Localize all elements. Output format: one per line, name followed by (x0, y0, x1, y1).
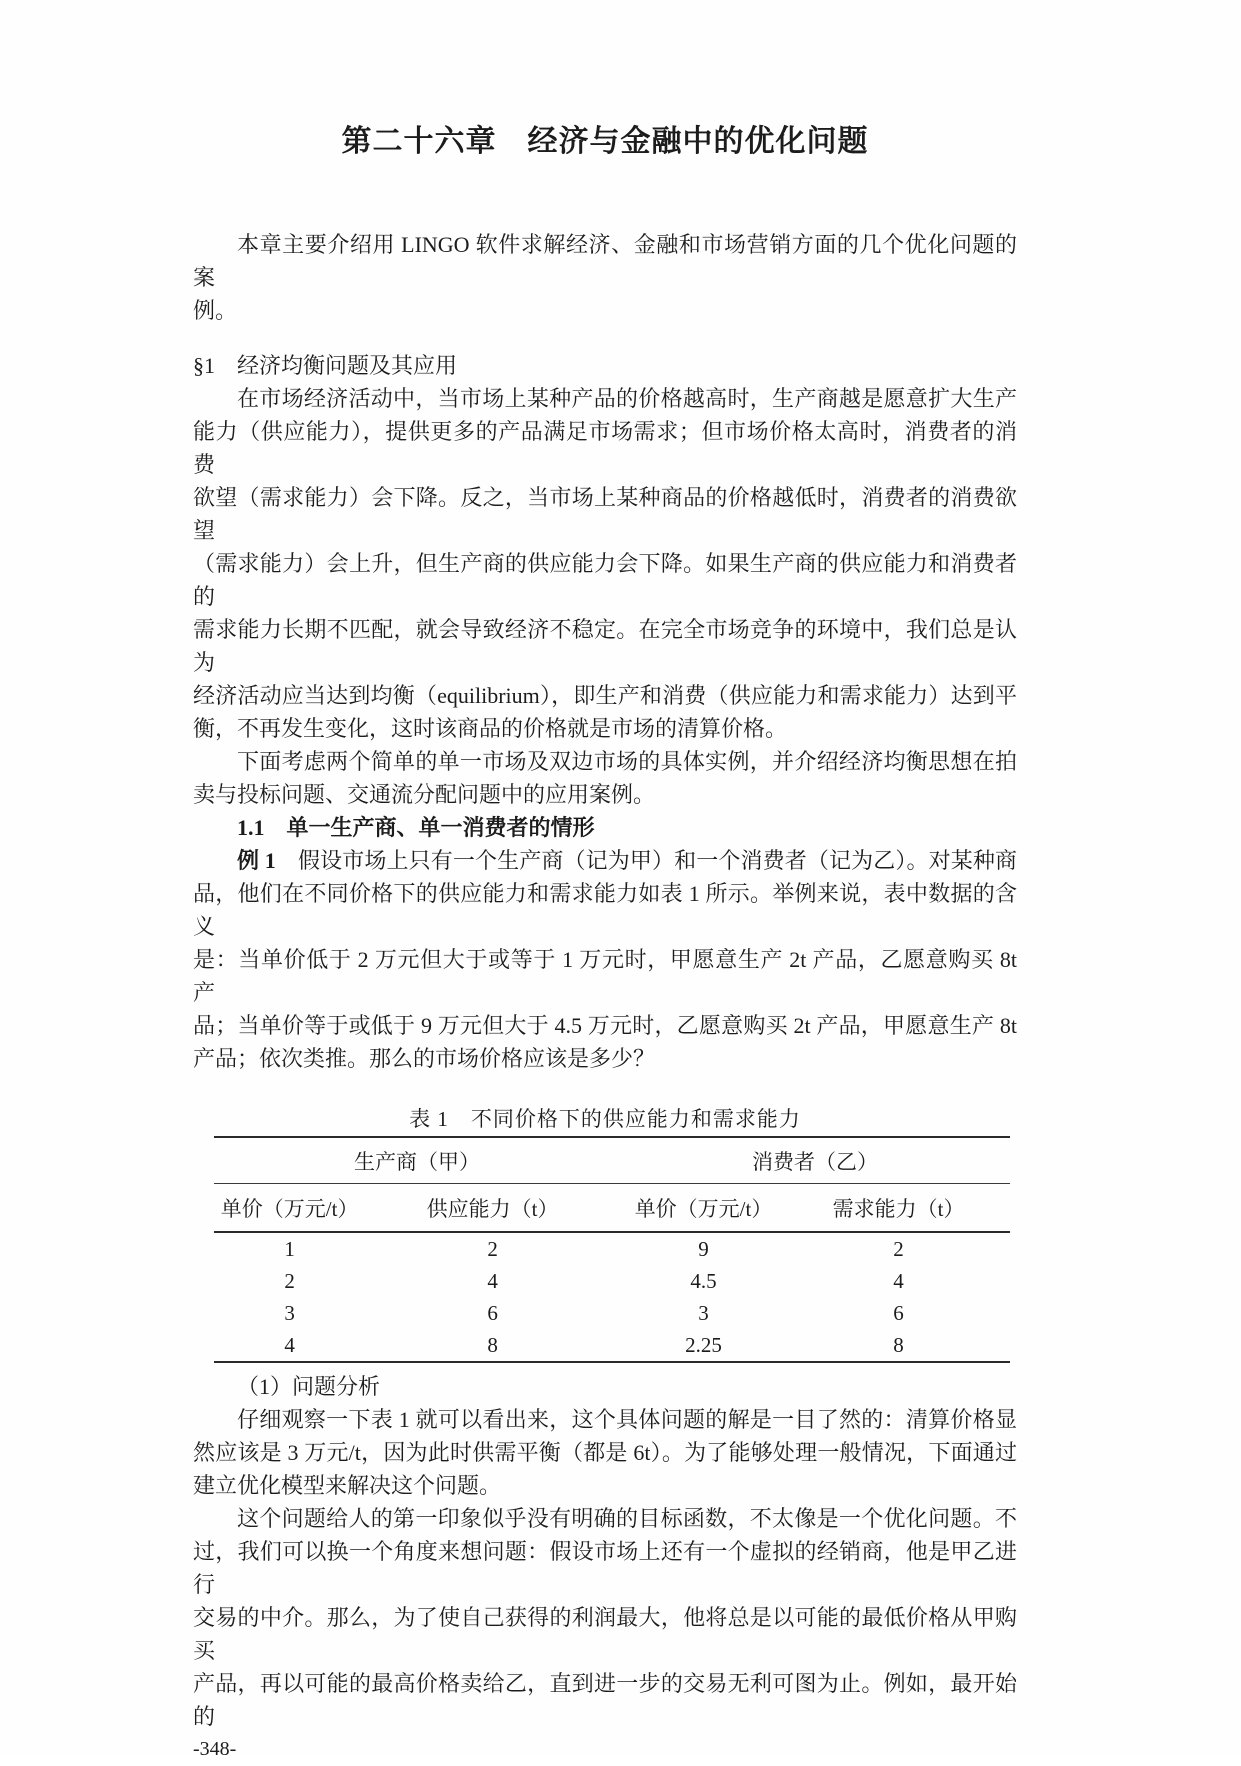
text-line: （需求能力）会上升，但生产商的供应能力会下降。如果生产商的供应能力和消费者的 (193, 551, 1017, 609)
text-line: 仔细观察一下表 1 就可以看出来，这个具体问题的解是一目了然的：清算价格显 (237, 1407, 1017, 1432)
table-column-header-row (214, 1184, 1010, 1231)
table-cell: 4 (487, 1268, 498, 1293)
example-1-line-rest: 假设市场上只有一个生产商（记为甲）和一个消费者（记为乙）。对某种商 (275, 848, 1017, 873)
text-column (193, 0, 1017, 1766)
text-line: 交易的中介。那么，为了使自己获得的利润最大，他将总是以可能的最低价格从甲购买 (193, 1605, 1017, 1663)
group-header-consumer: 消费者（乙） (751, 1149, 878, 1174)
table-cell: 6 (893, 1300, 904, 1325)
text-line: 本章主要介绍用 LINGO 软件求解经济、金融和市场营销方面的几个优化问题的案 (193, 232, 1017, 290)
table-row (214, 1233, 1010, 1265)
text-line: 品；当单价等于或低于 9 万元但大于 4.5 万元时，乙愿意购买 2t 产品，甲愿意生产 8t (193, 1013, 1017, 1038)
example-1-label: 例 1 (237, 848, 276, 873)
text-line: 经济活动应当达到均衡（equilibrium），即生产和消费（供应能力和需求能力）达到平 (193, 683, 1017, 708)
table-cell: 3 (698, 1300, 709, 1325)
text-line: 衡，不再发生变化，这时该商品的价格就是市场的清算价格。 (193, 716, 788, 741)
text-line: 建立优化模型来解决这个问题。 (193, 1473, 502, 1498)
table-cell: 4.5 (690, 1268, 717, 1293)
section-1-paragraph-2 (193, 745, 1017, 811)
column-header: 需求能力（t） (832, 1196, 965, 1221)
text-line: 产品；依次类推。那么的市场价格应该是多少？ (193, 1046, 656, 1071)
table-1-caption: 表 1 不同价格下的供应能力和需求能力 (409, 1107, 801, 1131)
section-1-heading: §1 经济均衡问题及其应用 (193, 353, 458, 378)
table-cell: 6 (487, 1300, 498, 1325)
text-line: 能力（供应能力），提供更多的产品满足市场需求；但市场价格太高时，消费者的消费 (193, 419, 1017, 477)
analysis-heading: （1）问题分析 (237, 1374, 381, 1399)
table-cell: 4 (893, 1268, 904, 1293)
table-bottom-rule (214, 1361, 1010, 1363)
text-line: 是：当单价低于 2 万元但大于或等于 1 万元时，甲愿意生产 2t 产品，乙愿意购买 8t 产 (193, 947, 1017, 1005)
table-cell: 4 (284, 1332, 295, 1357)
text-line: 例。 (193, 298, 238, 323)
analysis-paragraph-2 (193, 1502, 1017, 1733)
table-1 (214, 1136, 1010, 1363)
text-line: 产品，再以可能的最高价格卖给乙，直到进一步的交易无利可图为止。例如，最开始的 (193, 1671, 1017, 1729)
text-line (193, 844, 1017, 877)
table-cell: 2 (487, 1236, 498, 1261)
example-1-paragraph (193, 844, 1017, 1075)
column-header: 供应能力（t） (426, 1196, 559, 1221)
table-cell: 2 (284, 1268, 295, 1293)
text-line: 下面考虑两个简单的单一市场及双边市场的具体实例，并介绍经济均衡思想在拍 (237, 749, 1017, 774)
text-line: 这个问题给人的第一印象似乎没有明确的目标函数，不太像是一个优化问题。不 (237, 1506, 1017, 1531)
table-row (214, 1265, 1010, 1297)
table-cell: 2 (893, 1236, 904, 1261)
table-row (214, 1297, 1010, 1329)
table-row (214, 1329, 1010, 1361)
text-line: 卖与投标问题、交通流分配问题中的应用案例。 (193, 782, 656, 807)
page-number: -348- (193, 1738, 237, 1760)
group-header-producer: 生产商（甲） (353, 1149, 480, 1174)
analysis-paragraph-1 (193, 1403, 1017, 1502)
column-header: 单价（万元/t） (634, 1196, 773, 1221)
text-line: 然应该是 3 万元/t，因为此时供需平衡（都是 6t）。为了能够处理一般情况，下面通过 (193, 1440, 1017, 1465)
table-cell: 9 (698, 1236, 709, 1261)
table-cell: 1 (284, 1236, 295, 1261)
text-line: 品，他们在不同价格下的供应能力和需求能力如表 1 所示。举例来说，表中数据的含义 (193, 881, 1017, 939)
text-line: 在市场经济活动中，当市场上某种产品的价格越高时，生产商越是愿意扩大生产 (237, 386, 1017, 411)
text-line: 需求能力长期不匹配，就会导致经济不稳定。在完全市场竞争的环境中，我们总是认为 (193, 617, 1017, 675)
table-cell: 3 (284, 1300, 295, 1325)
table-group-header-row (214, 1138, 1010, 1183)
column-header: 单价（万元/t） (220, 1196, 359, 1221)
text-line: 过，我们可以换一个角度来想问题：假设市场上还有一个虚拟的经销商，他是甲乙进行 (193, 1539, 1017, 1597)
table-cell: 8 (893, 1332, 904, 1357)
intro-paragraph (193, 228, 1017, 327)
text-line: 欲望（需求能力）会下降。反之，当市场上某种商品的价格越低时，消费者的消费欲望 (193, 485, 1017, 543)
table-cell: 8 (487, 1332, 498, 1357)
subsection-1-1-heading: 1.1 单一生产商、单一消费者的情形 (237, 815, 595, 840)
section-1-paragraph-1 (193, 382, 1017, 745)
table-cell: 2.25 (685, 1332, 722, 1357)
chapter-title: 第二十六章 经济与金融中的优化问题 (341, 125, 869, 158)
